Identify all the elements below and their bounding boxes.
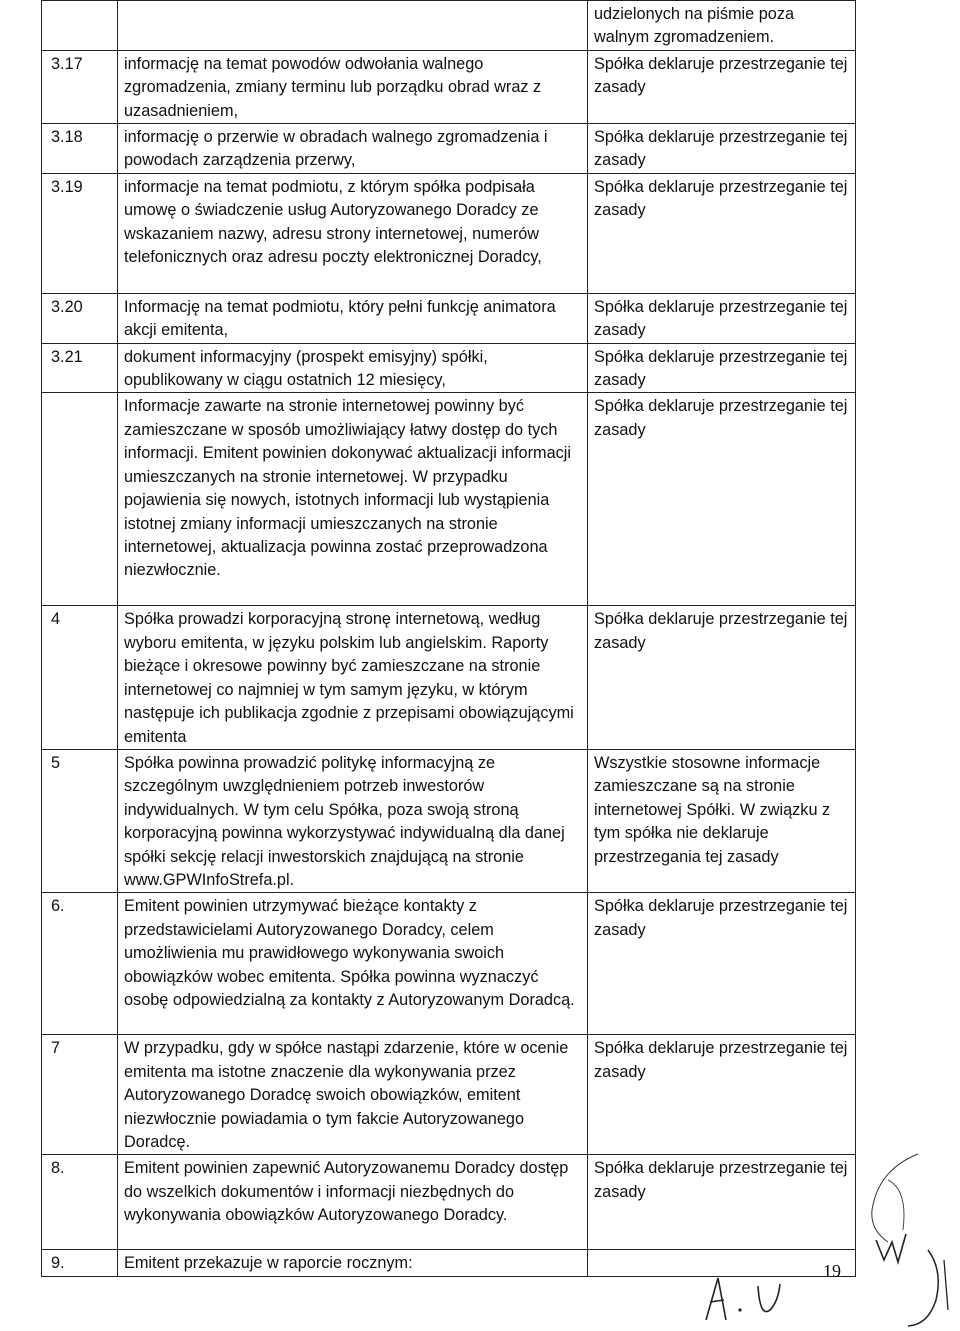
compliance-status: Spółka deklaruje przestrzeganie tej zasady: [588, 173, 856, 293]
rule-text: informacje na temat podmiotu, z którym spółka podpisała umowę o świadczenie usług Autoryzowanego Doradcy ze wskazaniem nazwy, adresu strony internetowej, numerów telefonicznych oraz adresu poczty elektronicznej Doradcy,: [118, 173, 588, 293]
rule-text: informację o przerwie w obradach walnego zgromadzenia i powodach zarządzenia przerwy,: [118, 124, 588, 174]
row-number: 3.17: [42, 50, 118, 123]
table-row: [42, 343, 856, 393]
compliance-status: Spółka deklaruje przestrzeganie tej zasady: [588, 343, 856, 393]
page-number: 19: [823, 1261, 841, 1281]
table-row: [42, 124, 856, 174]
table-row: [42, 293, 856, 343]
table-row: [42, 1, 856, 51]
rule-text: dokument informacyjny (prospekt emisyjny) spółki, opublikowany w ciągu ostatnich 12 miesięcy,: [118, 343, 588, 393]
compliance-status: Spółka deklaruje przestrzeganie tej zasady: [588, 606, 856, 749]
compliance-status: Spółka deklaruje przestrzeganie tej zasady: [588, 1035, 856, 1155]
compliance-status: Wszystkie stosowne informacje zamieszczane są na stronie internetowej Spółki. W związku z tym spółka nie deklaruje przestrzegania tej zasady: [588, 749, 856, 892]
compliance-status: Spółka deklaruje przestrzeganie tej zasady: [588, 124, 856, 174]
table-row: [42, 749, 856, 892]
compliance-status: Spółka deklaruje przestrzeganie tej zasady: [588, 893, 856, 1035]
table-row: [42, 50, 856, 123]
governance-compliance-table: [41, 0, 856, 1277]
rule-text: [118, 1, 588, 51]
row-number: 8.: [42, 1155, 118, 1250]
compliance-status: Spółka deklaruje przestrzeganie tej zasady: [588, 393, 856, 606]
rule-text: Spółka powinna prowadzić politykę informacyjną ze szczególnym uwzględnieniem potrzeb inwestorów indywidualnych. W tym celu Spółka, poza swoją stroną korporacyjną powinna wykorzystywać indywidualną dla danej spółki sekcję relacji inwestorskich znajdującą na stronie www.GPWInfoStrefa.pl.: [118, 749, 588, 892]
rule-text: Emitent przekazuje w raporcie rocznym:: [118, 1250, 588, 1276]
rule-text: Emitent powinien zapewnić Autoryzowanemu Doradcy dostęp do wszelkich dokumentów i informacji niezbędnych do wykonywania obowiązków Autoryzowanego Doradcy.: [118, 1155, 588, 1250]
row-number: 3.20: [42, 293, 118, 343]
row-number: 4: [42, 606, 118, 749]
compliance-status: Spółka deklaruje przestrzeganie tej zasady: [588, 293, 856, 343]
compliance-status: Spółka deklaruje przestrzeganie tej zasady: [588, 50, 856, 123]
row-number: 6.: [42, 893, 118, 1035]
table-row: [42, 893, 856, 1035]
compliance-status: Spółka deklaruje przestrzeganie tej zasady: [588, 1155, 856, 1250]
rule-text: W przypadku, gdy w spółce nastąpi zdarzenie, które w ocenie emitenta ma istotne znaczenie dla wykonywania przez Autoryzowanego Doradcę swoich obowiązków, emitent niezwłocznie powiadamia o tym fakcie Autoryzowanego Doradcę.: [118, 1035, 588, 1155]
table-row: [42, 393, 856, 606]
row-number: 5: [42, 749, 118, 892]
table-row: [42, 1035, 856, 1155]
rule-text: Informacje zawarte na stronie internetowej powinny być zamieszczane w sposób umożliwiający łatwy dostęp do tych informacji. Emitent powinien dokonywać aktualizacji informacji umieszczanych na stronie internetowej. W przypadku pojawienia się nowych, istotnych informacji lub wystąpienia istotnej zmiany informacji umieszczanych na stronie internetowej, aktualizacja powinna zostać przeprowadzona niezwłocznie.: [118, 393, 588, 606]
rule-text: Spółka prowadzi korporacyjną stronę internetową, według wyboru emitenta, w języku polskim lub angielskim. Raporty bieżące i okresowe powinny być zamieszczane na stronie internetowej co najmniej w tym samym języku, w którym następuje ich publikacja zgodnie z przepisami obowiązującymi emitenta: [118, 606, 588, 749]
row-number: [42, 1, 118, 51]
row-number: 3.19: [42, 173, 118, 293]
table-row: [42, 173, 856, 293]
row-number: 3.21: [42, 343, 118, 393]
handwritten-initials: [688, 1270, 808, 1330]
row-number: 3.18: [42, 124, 118, 174]
row-number: 9.: [42, 1250, 118, 1276]
table-row: [42, 606, 856, 749]
row-number: [42, 393, 118, 606]
rule-text: Informację na temat podmiotu, który pełni funkcję animatora akcji emitenta,: [118, 293, 588, 343]
rule-text: Emitent powinien utrzymywać bieżące kontakty z przedstawicielami Autoryzowanego Doradcy, celem umożliwienia mu prawidłowego wykonywania swoich obowiązków wobec emitenta. Spółka powinna wyznaczyć osobę odpowiedzialną za kontakty z Autoryzowanym Doradcą.: [118, 893, 588, 1035]
handwritten-signature: [848, 1150, 958, 1330]
compliance-status: udzielonych na piśmie poza walnym zgromadzeniem.: [588, 1, 856, 51]
table-row: [42, 1155, 856, 1250]
row-number: 7: [42, 1035, 118, 1155]
rule-text: informację na temat powodów odwołania walnego zgromadzenia, zmiany terminu lub porządku obrad wraz z uzasadnieniem,: [118, 50, 588, 123]
